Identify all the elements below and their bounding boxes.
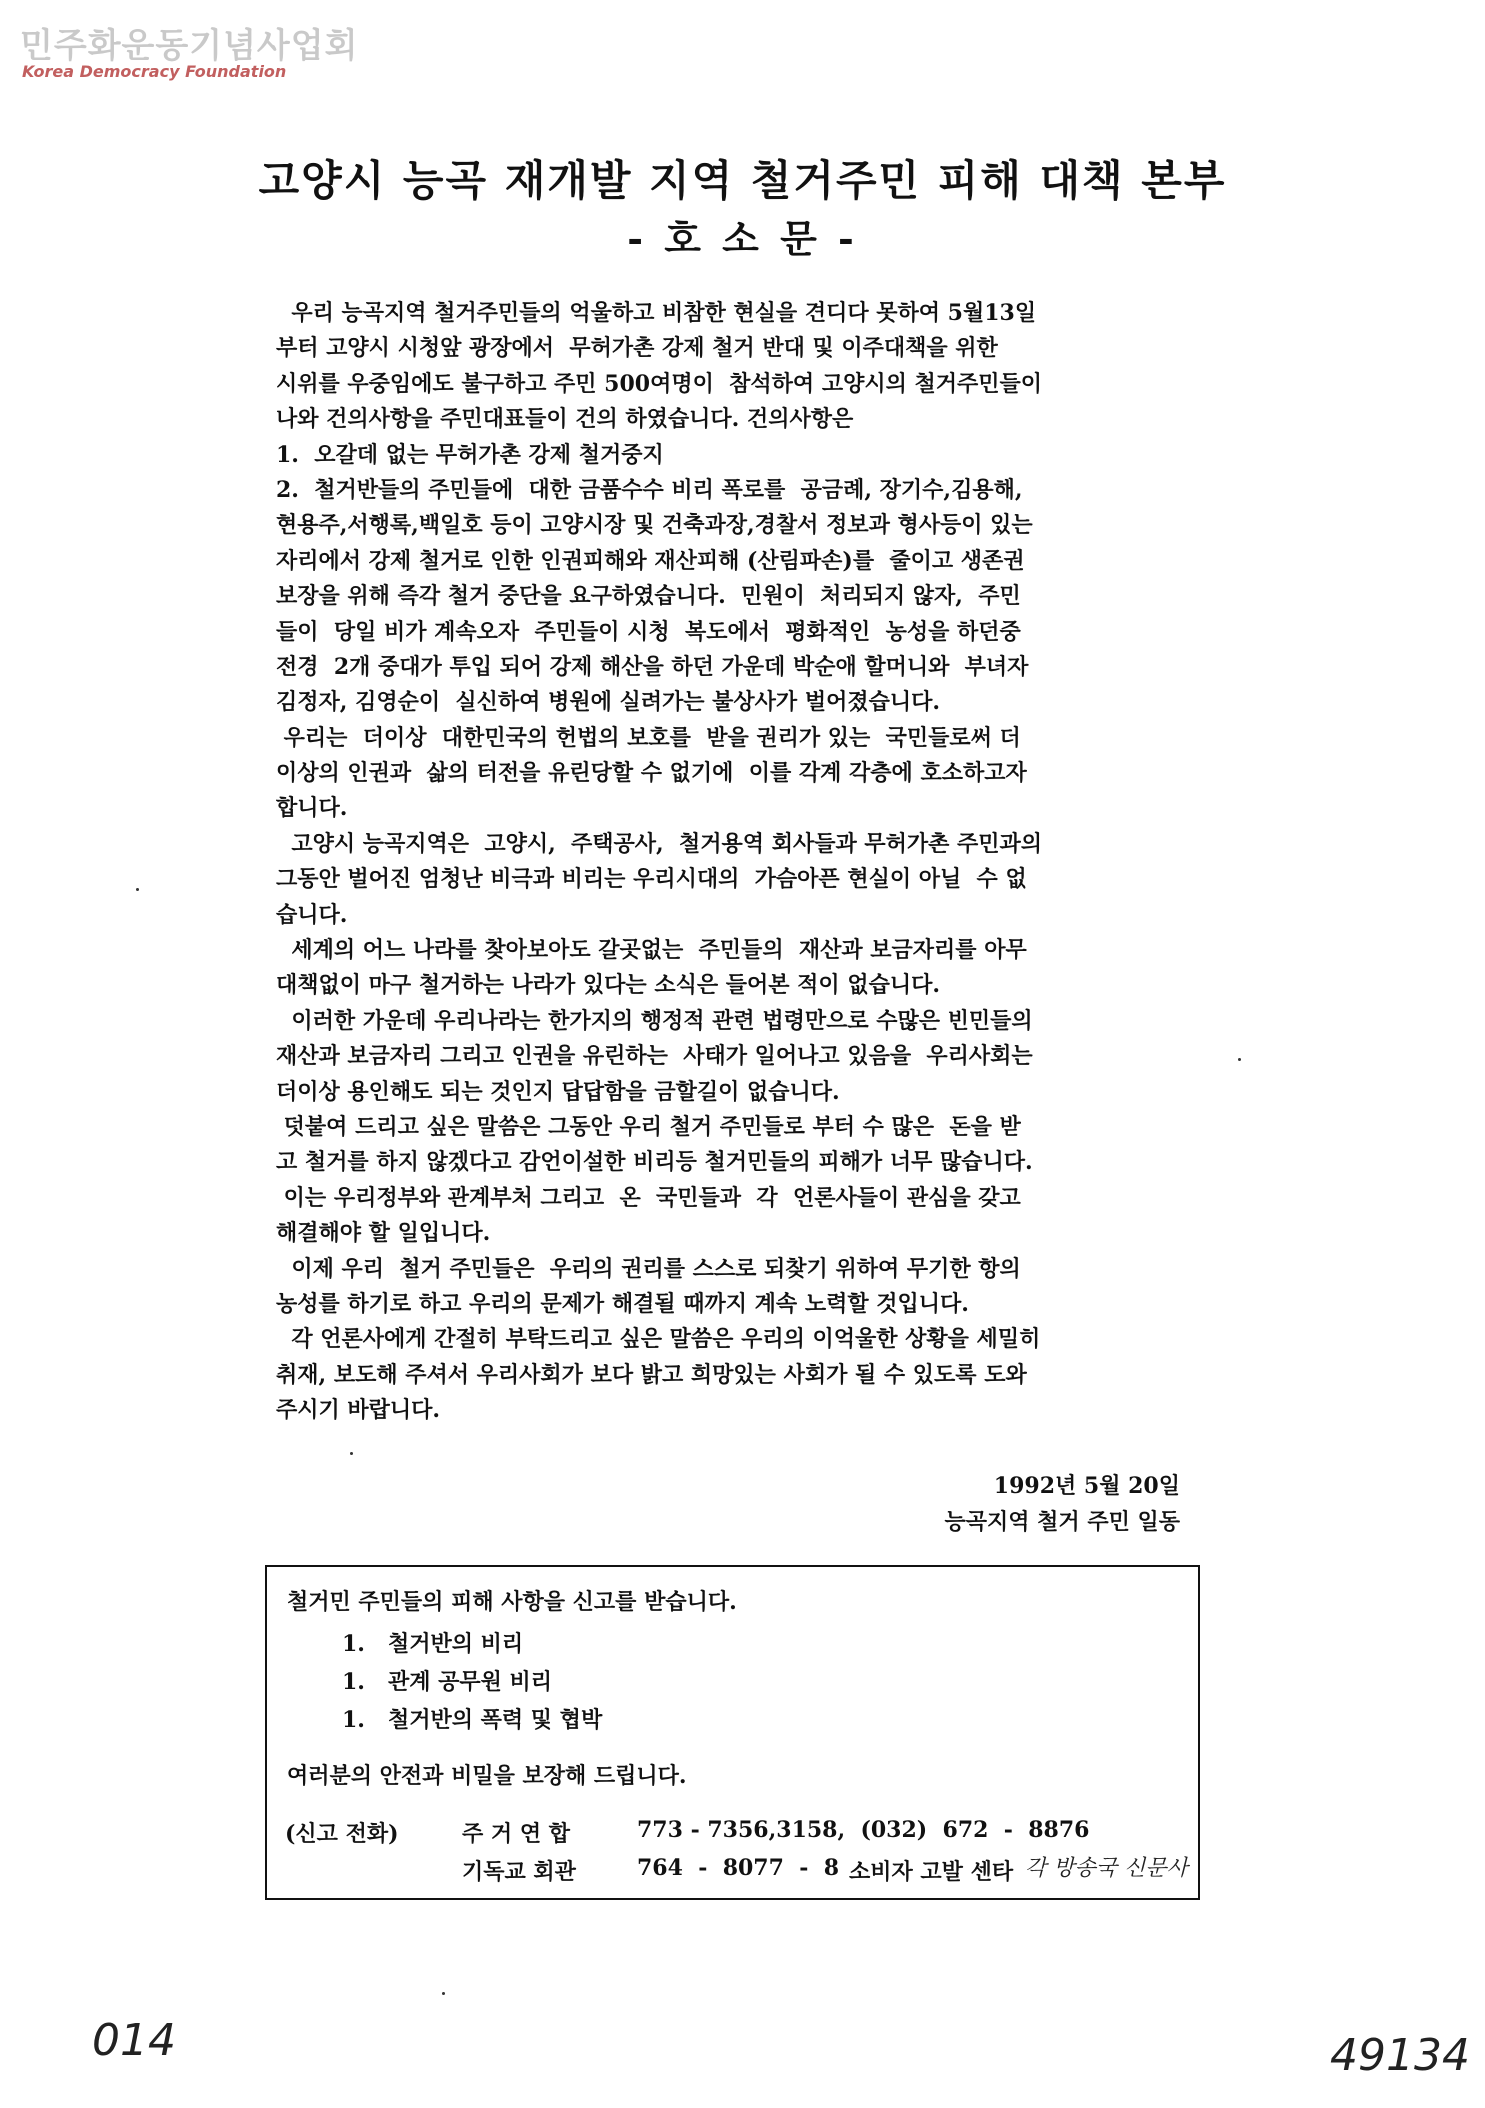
body-line: 이상의 인권과 삶의 터전을 유린당할 수 없기에 이를 각계 각층에 호소하고자	[276, 760, 1027, 787]
watermark-korean: 민주화운동기념사업회	[20, 26, 359, 66]
scan-speck	[136, 888, 139, 891]
body-line: 2. 철거반들의 주민들에 대한 금품수수 비리 폭로를 공금례, 장기수,김용해,	[276, 476, 1023, 503]
body-line: 그동안 벌어진 엄청난 비극과 비리는 우리시대의 가슴아픈 현실이 아닐 수 없	[276, 866, 1027, 893]
body-line: 각 언론사에게 간절히 부탁드리고 싶은 말씀은 우리의 이억울한 상황을 세밀히	[276, 1326, 1041, 1353]
body-line: 자리에서 강제 철거로 인한 인권피해와 재산피해 (산림파손)를 줄이고 생존권	[276, 547, 1025, 574]
body-line: 고 철거를 하지 않겠다고 감언이설한 비리등 철거민들의 피해가 너무 많습니다.	[276, 1149, 1033, 1176]
body-line: 더이상 용인해도 되는 것인지 답답함을 금할길이 없습니다.	[276, 1078, 840, 1105]
body-line: 나와 건의사항을 주민대표들이 건의 하였습니다. 건의사항은	[276, 406, 854, 433]
body-line: 습니다.	[276, 901, 348, 928]
handwritten-note: 각 방송국 신문사	[1025, 1856, 1188, 1881]
report-item: 1. 철거반의 폭력 및 협박	[342, 1707, 603, 1733]
body-line: 1. 오갈데 없는 무허가촌 강제 철거중지	[276, 441, 664, 468]
scan-speck	[442, 1992, 445, 1995]
contact-phone-1: 773 - 7356,3158, (032) 672 - 8876	[637, 1817, 1090, 1843]
body-line: 김정자, 김영순이 실신하여 병원에 실려가는 불상사가 벌어졌습니다.	[276, 689, 940, 716]
scan-speck	[1238, 1058, 1241, 1061]
body-line: 들이 당일 비가 계속오자 주민들이 시청 복도에서 평화적인 농성을 하던중	[276, 618, 1021, 645]
contact-org-1: 주 거 연 합	[462, 1821, 570, 1847]
date-signature-block	[880, 1468, 1180, 1540]
document-body	[276, 296, 1206, 1429]
body-line: 덧붙여 드리고 싶은 말씀은 그동안 우리 철거 주민들로 부터 수 많은 돈을 받	[276, 1113, 1021, 1140]
body-line: 농성를 하기로 하고 우리의 문제가 해결될 때까지 계속 노력할 것입니다.	[276, 1290, 969, 1317]
body-line: 시위를 우중임에도 불구하고 주민 500여명이 참석하여 고양시의 철거주민들이	[276, 370, 1043, 397]
body-line: 현용주,서행록,백일호 등이 고양시장 및 건축과장,경찰서 정보과 형사등이 있는	[276, 512, 1033, 539]
body-line: 부터 고양시 시청앞 광장에서 무허가촌 강제 철거 반대 및 이주대책을 위한	[276, 335, 998, 362]
report-heading: 철거민 주민들의 피해 사항을 신고를 받습니다.	[287, 1589, 737, 1615]
document-signature: 능곡지역 철거 주민 일동	[944, 1509, 1180, 1535]
contact-org-2: 기독교 회관	[462, 1859, 576, 1885]
contact-phone-2: 764 - 8077 - 8	[637, 1855, 839, 1881]
body-line: 고양시 능곡지역은 고양시, 주택공사, 철거용역 회사들과 무허가촌 주민과의	[276, 830, 1043, 857]
body-line: 우리 능곡지역 철거주민들의 억울하고 비참한 현실을 견디다 못하여 5월13일	[276, 300, 1037, 326]
body-line: 이는 우리정부와 관계부처 그리고 온 국민들과 각 언론사들이 관심을 갖고	[276, 1184, 1021, 1211]
report-item: 1. 관계 공무원 비리	[342, 1669, 553, 1695]
document-date: 1992년 5월 20일	[993, 1473, 1180, 1499]
body-line: 취재, 보도해 주셔서 우리사회가 보다 밝고 희망있는 사회가 될 수 있도록 도와	[276, 1361, 1027, 1388]
body-line: 우리는 더이상 대한민국의 헌법의 보호를 받을 권리가 있는 국민들로써 더	[276, 724, 1021, 751]
report-item: 1. 철거반의 비리	[342, 1631, 524, 1657]
handwritten-archive-number: 49134	[1330, 2030, 1470, 2081]
document-subtitle: - 호 소 문 -	[627, 216, 858, 261]
handwritten-page-code: 014	[92, 2015, 176, 2066]
body-line: 해결해야 할 일입니다.	[276, 1220, 491, 1247]
body-line: 주시기 바랍니다.	[276, 1397, 441, 1424]
body-line: 합니다.	[276, 795, 348, 822]
contact-org-3: 소비자 고발 센타	[849, 1859, 1014, 1885]
body-line: 전경 2개 중대가 투입 되어 강제 해산을 하던 가운데 박순애 할머니와 부녀자	[276, 653, 1029, 680]
document-title: 고양시 능곡 재개발 지역 철거주민 피해 대책 본부	[258, 156, 1227, 205]
body-line: 보장을 위해 즉각 철거 중단을 요구하였습니다. 민원이 처리되지 않자, 주민	[276, 583, 1021, 610]
body-line: 재산과 보금자리 그리고 인권을 유린하는 사태가 일어나고 있음을 우리사회는	[276, 1043, 1033, 1070]
report-box	[265, 1565, 1200, 1900]
contact-label: (신고 전화)	[285, 1821, 399, 1847]
watermark-english: Korea Democracy Foundation	[22, 62, 287, 81]
report-assurance: 여러분의 안전과 비밀을 보장해 드립니다.	[287, 1763, 687, 1789]
body-line: 세계의 어느 나라를 찾아보아도 갈곳없는 주민들의 재산과 보금자리를 아무	[276, 937, 1027, 964]
body-line: 대책없이 마구 철거하는 나라가 있다는 소식은 들어본 적이 없습니다.	[276, 972, 940, 999]
body-line: 이러한 가운데 우리나라는 한가지의 행정적 관련 법령만으로 수많은 빈민들의	[276, 1007, 1033, 1034]
scan-speck	[350, 1452, 353, 1455]
body-line: 이제 우리 철거 주민들은 우리의 권리를 스스로 되찾기 위하여 무기한 항의	[276, 1255, 1021, 1282]
